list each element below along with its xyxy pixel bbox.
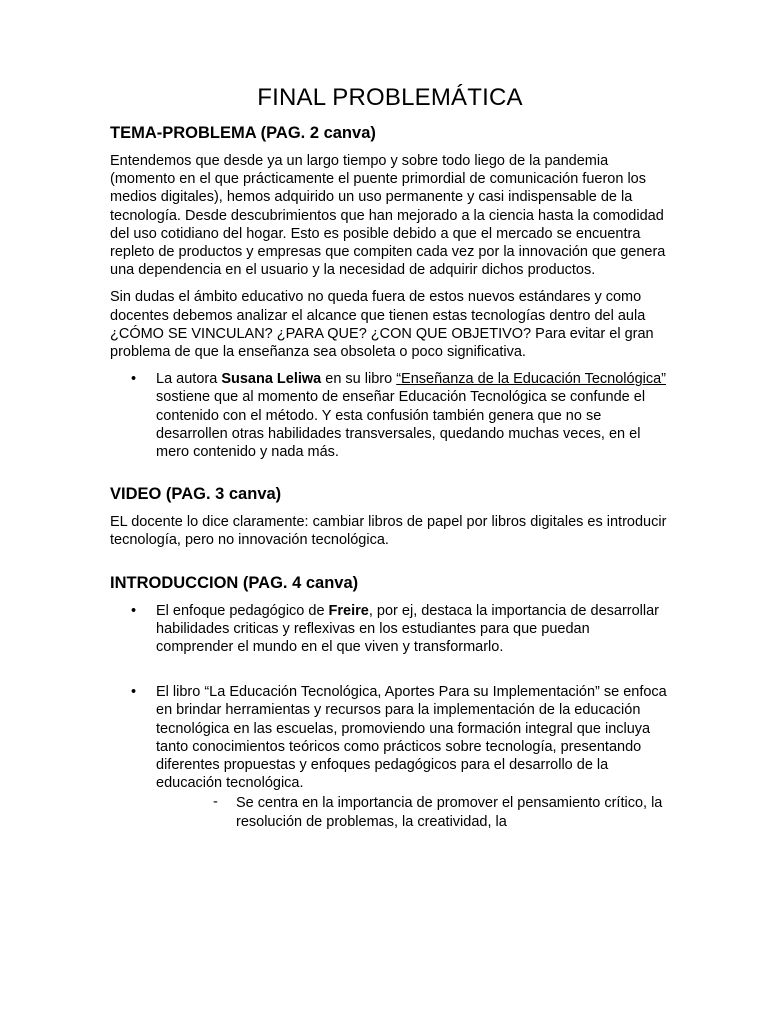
bullet-text-pre: El enfoque pedagógico de xyxy=(156,602,329,619)
bullet-icon: • xyxy=(131,684,137,701)
author-name: Susana Leliwa xyxy=(221,371,322,388)
bullet-text: El libro “La Educación Tecnológica, Aportes Para su Implementación” se enfoca en brindar herramientas y recursos para la implementación de la educación tecnológica en las escuelas, promoviendo una formación integral que incluya tanto conocimientos teóricos como prácticos sobre tecnología, presentando diferentes propuestas y enfoques pedagógicos para el desarrollo de la educación tecnológica. xyxy=(156,684,667,792)
intro-dash-list xyxy=(110,794,670,830)
bullet-text-pre: La autora xyxy=(156,371,222,388)
list-item xyxy=(110,794,670,830)
paragraph-video-1: EL docente lo dice claramente: cambiar libros de papel por libros digitales es introducir tecnología, pero no innovación tecnológica. xyxy=(110,514,667,549)
bullet-text-post: , por ej, destaca la importancia de desarrollar habilidades criticas y reflexivas en los estudiantes para que puedan comprender el mundo en el que viven y transformarlo. xyxy=(156,602,660,656)
heading-introduccion: INTRODUCCION (PAG. 4 canva) xyxy=(110,573,359,592)
dash-icon: - xyxy=(213,794,218,811)
list-item xyxy=(110,683,670,792)
paragraph-tema-1: Entendemos que desde ya un largo tiempo y sobre todo liego de la pandemia (momento en el que prácticamente el puente primordial de comunicación fueron los medios digitales), hemos adquirido un uso permanente y casi indispensable de la tecnología. Desde descubrimientos que han mejorado a la ciencia hasta la comodidad del uso cotidiano del hogar. Esto es posible debido a que el mercado se encuentra repleto de productos y empresas que compiten cada vez por la innovación que genera una dependencia en el usuario y la necesidad de adquirir dichos productos. xyxy=(110,153,666,279)
intro-bullet-list xyxy=(110,602,670,793)
bullet-icon: • xyxy=(131,371,137,388)
dash-text: Se centra en la importancia de promover el pensamiento crítico, la resolución de problemas, la creatividad, la xyxy=(236,795,663,830)
bullet-text-post: sostiene que al momento de enseñar Educación Tecnológica se confunde el contenido con el método. Y esta confusión también genera que no se desarrollen otras habilidades transversales, quedando muchas veces, en el mero contenido y nada más. xyxy=(156,389,646,461)
list-item xyxy=(110,370,670,461)
heading-tema-problema: TEMA-PROBLEMA (PAG. 2 canva) xyxy=(110,124,376,142)
heading-video: VIDEO (PAG. 3 canva) xyxy=(110,485,282,504)
freire-name: Freire xyxy=(328,602,369,619)
list-item xyxy=(110,602,670,657)
bullet-text-mid: en su libro xyxy=(321,371,397,388)
document-page xyxy=(110,84,670,831)
paragraph-tema-2: Sin dudas el ámbito educativo no queda fuera de estos nuevos estándares y como docentes debemos analizar el alcance que tienen estas tecnologías dentro del aula ¿CÓMO SE VINCULAN? ¿PARA QUE? ¿CON QUE OBJETIVO? Para evitar el gran problema de que la enseñanza sea obsoleta o poco significativa. xyxy=(110,289,654,361)
book-title: “Enseñanza de la Educación Tecnológica” xyxy=(396,371,666,388)
bullet-icon: • xyxy=(131,602,137,619)
document-title: FINAL PROBLEMÁTICA xyxy=(257,84,523,111)
tema-bullet-list xyxy=(110,370,670,461)
